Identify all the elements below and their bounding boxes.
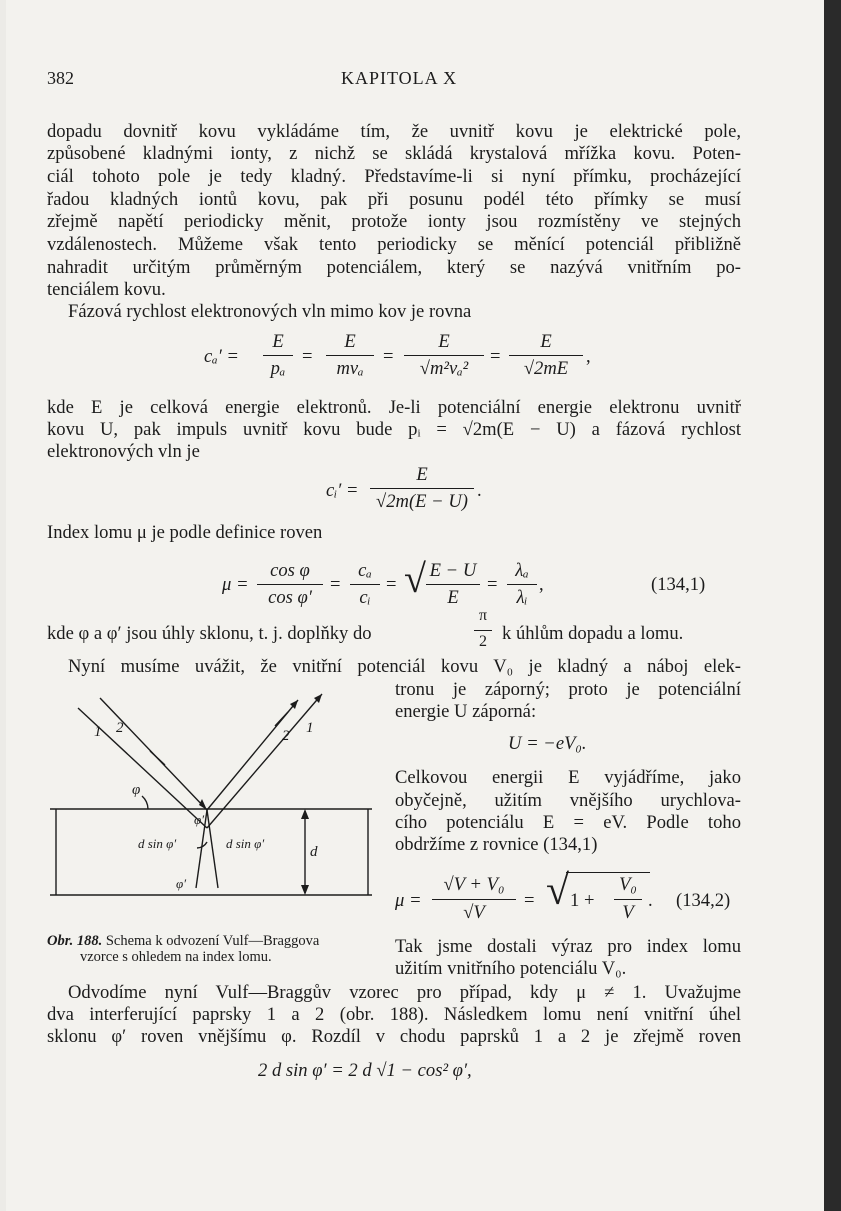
right-column-line: užitím vnitřního potenciálu V₀. bbox=[395, 958, 627, 979]
figure-caption-text: Schema k odvození Vulf—Braggova bbox=[105, 933, 320, 949]
body-line: řadou kladných iontů kovu, pak při posunu podél této přímky se musí bbox=[47, 189, 741, 210]
right-column-line: obdržíme z rovnice (134,1) bbox=[395, 834, 598, 855]
equation-number: (134,1) bbox=[651, 574, 706, 595]
body-line: kovu U, pak impuls uvnitř kovu bude pᵢ = √2m(E − U) a fázová rychlost bbox=[47, 419, 741, 440]
body-line: nahradit určitým průměrným potenciálem, který se nazývá vnitřním po- bbox=[47, 257, 741, 278]
right-column-line: tronu je záporný; proto je potenciální bbox=[395, 679, 741, 700]
right-column-line: Tak jsme dostali výraz pro index lomu bbox=[395, 936, 741, 957]
body-line: elektronových vln je bbox=[47, 441, 200, 462]
phi-prime-label: φ′ bbox=[176, 876, 187, 891]
figure-caption: vzorce s ohledem na index lomu. bbox=[80, 949, 272, 965]
index-intro: Index lomu μ je podle definice roven bbox=[47, 522, 323, 543]
equation-number: (134,2) bbox=[676, 890, 731, 911]
figure-number: Obr. 188. bbox=[47, 933, 103, 949]
right-column-line: obyčejně, užitím vnějšího urychlova- bbox=[395, 790, 741, 811]
body-line: sklonu φ′ roven vnějšímu φ. Rozdíl v chodu paprsků 1 a 2 je zřejmě roven bbox=[47, 1026, 741, 1047]
d-label: d bbox=[310, 844, 318, 860]
body-line: vzdálenostech. Můžeme však tento periodicky se měnící potenciál přibližně bbox=[47, 234, 741, 255]
dsin-label: d sin φ′ bbox=[138, 836, 177, 851]
phi-label: φ bbox=[132, 782, 141, 798]
phase-velocity-intro: Fázová rychlost elektronových vln mimo kov je rovna bbox=[68, 301, 472, 322]
ray-label: 1 bbox=[306, 720, 314, 736]
equation-final: 2 d sin φ′ = 2 d √1 − cos² φ′, bbox=[258, 1060, 472, 1081]
figure-caption bbox=[47, 933, 319, 950]
phi-prime-label: φ′ bbox=[194, 812, 205, 827]
body-line: zřejmě napětí periodicky měnit, protože ionty jsou rozmístěny ve stejných bbox=[47, 211, 741, 232]
right-column-line: energie U záporná: bbox=[395, 701, 537, 722]
ray-label: 1 bbox=[94, 724, 102, 740]
body-line: Odvodíme nyní Vulf—Braggův vzorec pro případ, kdy μ ≠ 1. Uvažujme bbox=[68, 982, 741, 1003]
body-line: Nyní musíme uvážit, že vnitřní potenciál kovu V₀ je kladný a náboj elek- bbox=[68, 656, 741, 677]
running-title: KAPITOLA X bbox=[341, 68, 458, 88]
figure-188-diagram bbox=[50, 688, 380, 920]
body-line: způsobené kladnými ionty, z nichž se skládá krystalová mřížka kovu. Poten- bbox=[47, 143, 741, 164]
page-number: 382 bbox=[47, 68, 74, 88]
equation-U: U = −eV₀. bbox=[508, 733, 587, 754]
page-edge bbox=[824, 0, 841, 1211]
body-line: dopadu dovnitř kovu vykládáme tím, že uvnitř kovu je elektrické pole, bbox=[47, 121, 741, 142]
right-column-line: Celkovou energii E vyjádříme, jako bbox=[395, 767, 741, 788]
body-line: kde E je celková energie elektronů. Je-li potenciální energie elektronu uvnitř bbox=[47, 397, 741, 418]
body-line: tenciálem kovu. bbox=[47, 279, 166, 300]
dsin-label: d sin φ′ bbox=[226, 836, 265, 851]
ray-label: 2 bbox=[116, 720, 124, 736]
body-line: ciál tohoto pole je tedy kladný. Představíme-li si nyní přímku, procházející bbox=[47, 166, 741, 187]
body-line: dva interferující paprsky 1 a 2 (obr. 188). Následkem lomu není vnitřní úhel bbox=[47, 1004, 741, 1025]
right-column-line: cího potenciálu E = eV. Podle toho bbox=[395, 812, 741, 833]
ray-label: 2 bbox=[282, 728, 290, 744]
